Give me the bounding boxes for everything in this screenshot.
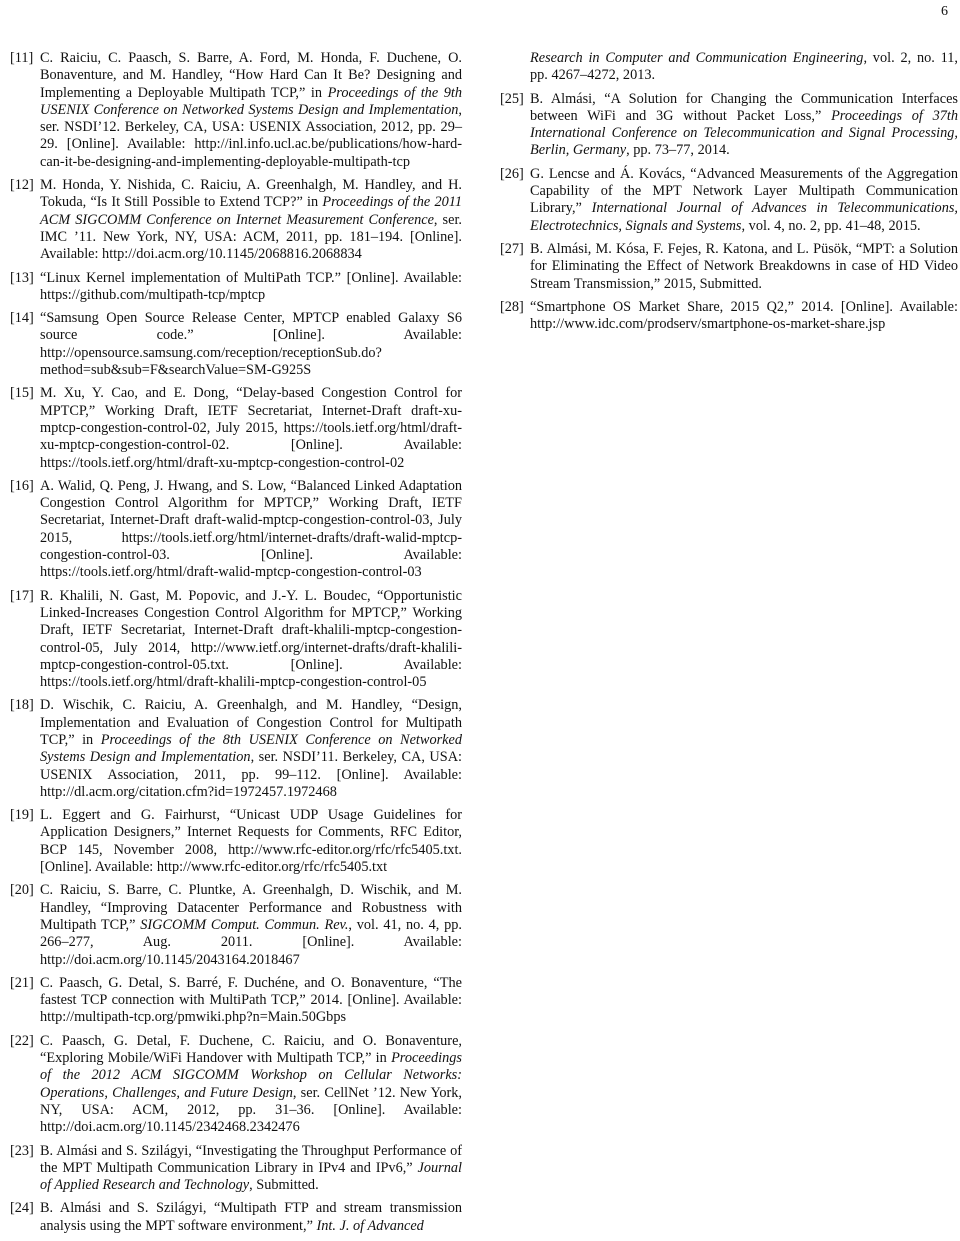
reference-italic-segment: Proceedings of the 9th USENIX Conference on Networked Systems Design and Implementation: [40, 84, 462, 118]
reference-text: [40, 310, 462, 379]
references-left-column: [10, 50, 462, 1241]
reference-italic-segment: Proceedings of 37th International Conference on Telecommunication and Signal Processing, Berlin, Germany: [530, 107, 958, 159]
reference-segment: B. Almási and S. Szilágyi, “Investigating the Throughput Performance of the MPT Multipath Communication Library in IPv4 and IPv6,”: [40, 1142, 462, 1176]
reference-number: [23]: [10, 1142, 34, 1159]
reference-text: [40, 697, 462, 801]
reference-segment: , ser. CellNet ’12. New York, NY, USA: ACM, 2012, pp. 31–36. [Online]. Available: http://doi.acm.org/10.1145/2342468.2342476: [40, 1084, 462, 1136]
reference-entry: [10, 177, 462, 263]
reference-text: [40, 882, 462, 968]
reference-text: [40, 1143, 462, 1195]
reference-segment: R. Khalili, N. Gast, M. Popovic, and J.-Y. L. Boudec, “Opportunistic Linked-Increases Congestion Control Algorithm for MPTCP,” Working Draft, IETF Secretariat, Internet-Draft draft-khalili-mptcp-congestion-control-05, July 2014, http://www.ietf.org/internet-drafts/draft-khalili-mptcp-congestion-control-05.txt. [Online]. Available: https://tools.ietf.org/html/draft-khalili-mptcp-congestion-control-05: [40, 587, 462, 691]
reference-segment: B. Almási, “A Solution for Changing the Communication Interfaces between WiFi and 3G without Packet Loss,”: [530, 90, 958, 124]
reference-number: [18]: [10, 697, 34, 714]
reference-segment: , ser. NSDI’12. Berkeley, CA, USA: USENIX Association, 2012, pp. 29–29. [Online]. Available: http://inl.info.ucl.ac.be/publications/how-hard-can-it-be-designing-and-implementing-deployable-multipath-tcp: [40, 101, 462, 170]
reference-text: [530, 166, 958, 235]
reference-italic-segment: Research in Computer and Communication Engineering: [530, 50, 864, 66]
reference-entry: [10, 1200, 462, 1235]
reference-number: [12]: [10, 177, 34, 194]
reference-segment: D. Wischik, C. Raiciu, A. Greenhalgh, and M. Handley, “Design, Implementation and Evaluation of Congestion Control for Multipath TCP,” in: [40, 697, 462, 748]
reference-segment: , vol. 41, no. 4, pp. 266–277, Aug. 2011. [Online]. Available: http://doi.acm.org/10.1145/2043164.2018467: [40, 916, 462, 968]
reference-segment: , vol. 2, no. 11, pp. 4267–4272, 2013.: [530, 50, 958, 84]
reference-text: [530, 241, 958, 293]
reference-italic-segment: Proceedings of the 2011 ACM SIGCOMM Conference on Internet Measurement Conference: [40, 194, 462, 228]
reference-segment: , vol. 4, no. 2, pp. 41–48, 2015.: [741, 217, 921, 234]
reference-number: [11]: [10, 50, 34, 66]
reference-number: [26]: [500, 165, 524, 182]
reference-segment: , ser. NSDI’11. Berkeley, CA, USA: USENIX Association, 2011, pp. 99–112. [Online]. Available: http://dl.acm.org/citation.cfm?id=1972457.1972468: [40, 749, 462, 800]
reference-entry: [10, 882, 462, 968]
reference-entry: [500, 166, 958, 235]
reference-number: [19]: [10, 807, 34, 824]
reference-entry: [10, 1143, 462, 1195]
reference-text: [530, 50, 958, 85]
reference-text: [40, 807, 462, 876]
reference-segment: , ser. IMC ’11. New York, NY, USA: ACM, 2011, pp. 181–194. [Online]. Available: http://doi.acm.org/10.1145/2068816.2068834: [40, 211, 462, 263]
reference-number: [13]: [10, 269, 34, 286]
reference-entry: [10, 807, 462, 876]
reference-text: [40, 1033, 462, 1137]
reference-text: [40, 1200, 462, 1235]
references-right-column: [500, 50, 958, 339]
reference-segment: A. Walid, Q. Peng, J. Hwang, and S. Low, “Balanced Linked Adaptation Congestion Control Algorithm for MPTCP,” Working Draft, IETF Secretariat, Internet-Draft draft-walid-mptcp-congestion-control-03, July 2015, https://tools.ietf.org/html/internet-drafts/draft-walid-mptcp-congestion-control-03. [Online]. Available: https://tools.ietf.org/html/draft-walid-mptcp-congestion-control-03: [40, 477, 462, 581]
reference-segment: B. Almási, M. Kósa, F. Fejes, R. Katona, and L. Püsök, “MPT: a Solution for Eliminating the Effect of Network Breakdowns in case of HD Video Stream Transmission,” 2015, Submitted.: [530, 240, 958, 292]
reference-number: [25]: [500, 90, 524, 107]
reference-segment: C. Paasch, G. Detal, S. Barré, F. Duchéne, and O. Bonaventure, “The fastest TCP connection with MultiPath TCP,” 2014. [Online]. Available: http://multipath-tcp.org/pmwiki.php?n=Main.50Gbps: [40, 974, 462, 1026]
reference-number: [14]: [10, 310, 34, 327]
reference-italic-segment: Journal of Applied Research and Technology: [40, 1159, 462, 1194]
reference-text: [530, 91, 958, 160]
reference-segment: “Smartphone OS Market Share, 2015 Q2,” 2014. [Online]. Available: http://www.idc.com/prodserv/smartphone-os-market-share.jsp: [530, 298, 958, 333]
reference-number: [15]: [10, 385, 34, 402]
reference-text: [40, 177, 462, 263]
reference-entry: [500, 299, 958, 334]
reference-italic-segment: Proceedings of the 2012 ACM SIGCOMM Workshop on Cellular Networks: Operations, Challenges, and Future Design: [40, 1050, 462, 1101]
reference-segment: C. Paasch, G. Detal, F. Duchene, C. Raiciu, and O. Bonaventure, “Exploring Mobile/WiFi Handover with Multipath TCP,” in: [40, 1032, 462, 1067]
reference-text: [40, 975, 462, 1027]
reference-segment: , Submitted.: [249, 1177, 319, 1194]
reference-segment: G. Lencse and Á. Kovács, “Advanced Measurements of the Aggregation Capability of the MPT Network Layer Multipath Communication Library,”: [530, 165, 958, 217]
reference-italic-segment: International Journal of Advances in Telecommunications, Electrotechnics, Signals and Systems: [530, 200, 958, 234]
reference-segment: , pp. 73–77, 2014.: [626, 142, 730, 159]
reference-segment: L. Eggert and G. Fairhurst, “Unicast UDP Usage Guidelines for Application Designers,” Internet Requests for Comments, RFC Editor, BCP 145, November 2008, http://www.rfc-editor.org/rfc/rfc5405.txt. [Online]. Available: http://www.rfc-editor.org/rfc/rfc5405.txt: [40, 807, 462, 876]
reference-entry: [10, 270, 462, 305]
reference-segment: “Samsung Open Source Release Center, MPTCP enabled Galaxy S6 source code.” [Online]. Available: http://opensource.samsung.com/reception/receptionSub.do?method=sub&sub=F&searchValue=SM-G925S: [40, 310, 462, 379]
reference-entry: [10, 478, 462, 582]
reference-segment: “Linux Kernel implementation of MultiPath TCP.” [Online]. Available: https://github.com/multipath-tcp/mptcp: [40, 269, 462, 303]
reference-italic-segment: SIGCOMM Comput. Commun. Rev.: [140, 916, 349, 933]
reference-entry: [10, 1033, 462, 1137]
reference-entry: [500, 50, 958, 85]
page-number: 6: [941, 4, 948, 19]
reference-italic-segment: Proceedings of the 8th USENIX Conference on Networked Systems Design and Implementation: [40, 731, 462, 766]
reference-number: [20]: [10, 882, 34, 899]
reference-text: [40, 50, 462, 171]
reference-number: [16]: [10, 477, 34, 494]
reference-entry: [10, 385, 462, 471]
reference-text: [530, 299, 958, 334]
reference-number: [21]: [10, 974, 34, 991]
reference-entry: [10, 697, 462, 801]
reference-number: [27]: [500, 240, 524, 257]
reference-segment: M. Xu, Y. Cao, and E. Dong, “Delay-based Congestion Control for MPTCP,” Working Draft, IETF Secretariat, Internet-Draft draft-xu-mptcp-congestion-control-02, July 2015, https://tools.ietf.org/html/draft-xu-mptcp-congestion-control-02. [Online]. Available: https://tools.ietf.org/html/draft-xu-mptcp-congestion-control-02: [40, 385, 462, 471]
reference-number: [17]: [10, 587, 34, 604]
reference-entry: [500, 241, 958, 293]
reference-number: [28]: [500, 298, 524, 315]
reference-text: [40, 270, 462, 305]
reference-entry: [10, 50, 462, 171]
reference-segment: C. Raiciu, S. Barre, C. Pluntke, A. Greenhalgh, D. Wischik, and M. Handley, “Improving Datacenter Performance and Robustness with Multipath TCP,”: [40, 882, 462, 933]
reference-entry: [10, 975, 462, 1027]
reference-number: [22]: [10, 1032, 34, 1049]
reference-text: [40, 478, 462, 582]
reference-segment: B. Almási and S. Szilágyi, “Multipath FTP and stream transmission analysis using the MPT software environment,”: [40, 1200, 462, 1234]
reference-entry: [10, 310, 462, 379]
reference-italic-segment: Int. J. of Advanced: [316, 1217, 424, 1234]
reference-text: [40, 385, 462, 471]
reference-entry: [10, 588, 462, 692]
reference-segment: M. Honda, Y. Nishida, C. Raiciu, A. Greenhalgh, M. Handley, and H. Tokuda, “Is It Still Possible to Extend TCP?” in: [40, 177, 462, 211]
reference-text: [40, 588, 462, 692]
reference-number: [24]: [10, 1200, 34, 1217]
reference-entry: [500, 91, 958, 160]
reference-segment: C. Raiciu, C. Paasch, S. Barre, A. Ford, M. Honda, F. Duchene, O. Bonaventure, and M. Handley, “How Hard Can It Be? Designing and Implementing a Deployable Multipath TCP,” in: [40, 50, 462, 101]
